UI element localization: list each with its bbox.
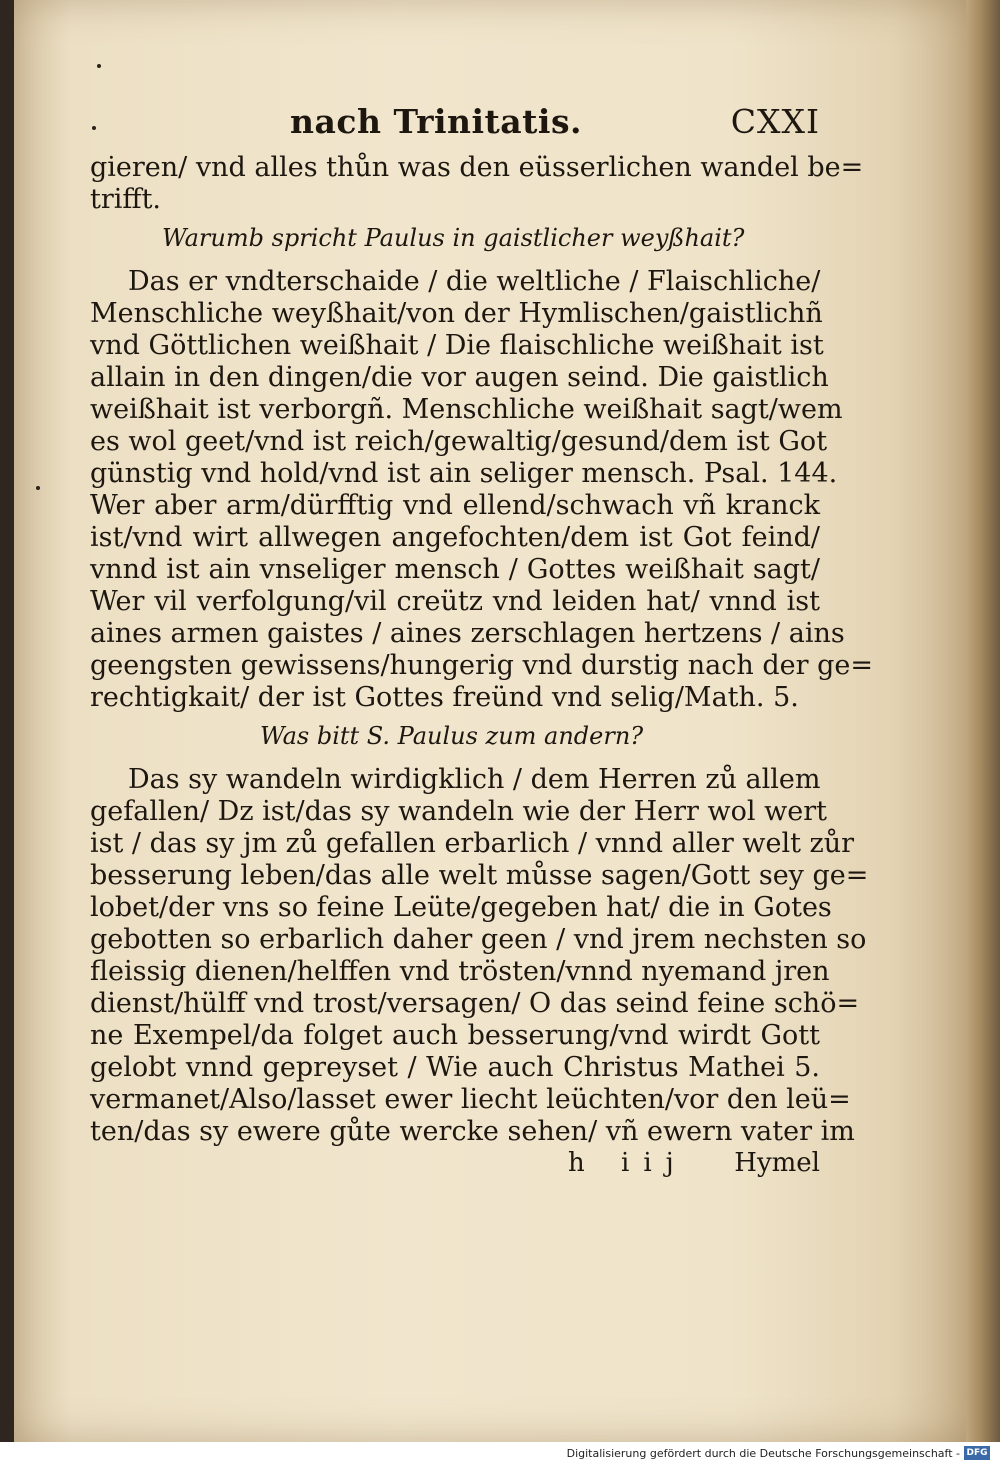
dfg-logo: DFG — [964, 1446, 990, 1460]
text-line: aines armen gaistes / aines zerschlagen hertzens / ains — [90, 618, 845, 649]
text-line: vnnd ist ain vnseliger mensch / Gottes weißhait sagt/ — [90, 554, 820, 585]
signature-mark: h iij — [568, 1148, 688, 1178]
running-title: nach Trinitatis. — [290, 102, 583, 141]
text-line: gefallen/ Dz ist/das sy wandeln wie der Herr wol wert — [90, 796, 827, 827]
funding-credit: Digitalisierung gefördert durch die Deutsche Forschungsgemeinschaft - — [566, 1447, 960, 1460]
text-line: weißhait ist verborgñ. Menschliche weißhait sagt/wem — [90, 394, 843, 425]
text-line: gieren/ vnd alles thůn was den eüsserlichen wandel be= — [90, 152, 864, 183]
text-line: dienst/hülff vnd trost/versagen/ O das seind feine schö= — [90, 988, 860, 1019]
text-line: günstig vnd hold/vnd ist ain seliger mensch. Psal. 144. — [90, 458, 838, 489]
text-line: geengsten gewissens/hungerig vnd durstig nach der ge= — [90, 650, 873, 681]
page-text — [90, 102, 873, 1182]
text-line: ist/vnd wirt allwegen angefochten/dem ist Got feind/ — [90, 522, 820, 553]
text-line: lobet/der vns so feine Leüte/gegeben hat/ die in Gotes — [90, 892, 832, 923]
text-line: ne Exempel/da folget auch besserung/vnd wirdt Gott — [90, 1020, 820, 1051]
question-heading: Warumb spricht Paulus in gaistlicher weyßhait? — [162, 224, 745, 252]
text-line: besserung leben/das alle welt můsse sagen/Gott sey ge= — [90, 860, 869, 891]
text-line: vnd Göttlichen weißhait / Die flaischliche weißhait ist — [90, 330, 824, 361]
text-line: rechtigkait/ der ist Gottes freünd vnd selig/Math. 5. — [90, 682, 799, 713]
text-line: fleissig dienen/helffen vnd trösten/vnnd nyemand jren — [90, 956, 830, 987]
text-line: es wol geet/vnd ist reich/gewaltig/gesund/dem ist Got — [90, 426, 828, 457]
ink-speck — [36, 486, 40, 490]
text-line: gebotten so erbarlich daher geen / vnd jrem nechsten so — [90, 924, 867, 955]
running-head — [90, 102, 820, 152]
signature-row — [90, 1148, 820, 1182]
catchword: Hymel — [734, 1148, 820, 1178]
text-line: ist / das sy jm zů gefallen erbarlich / vnnd aller welt zůr — [90, 828, 855, 859]
text-line: vermanet/Also/lasset ewer liecht leüchten/vor den leü= — [90, 1084, 851, 1115]
folio-number: CXXI — [730, 102, 820, 141]
text-line: trifft. — [90, 184, 162, 215]
ink-speck — [97, 64, 101, 68]
text-line: ten/das sy ewere gůte wercke sehen/ vñ ewern vater im — [90, 1116, 855, 1147]
text-line: gelobt vnnd gepreyset / Wie auch Christus Mathei 5. — [90, 1052, 820, 1083]
page-edge — [966, 0, 1000, 1442]
text-line: Das er vndterschaide / die weltliche / Flaischliche/ — [128, 266, 821, 297]
text-line: Wer aber arm/dürfftig vnd ellend/schwach vñ kranck — [90, 490, 820, 521]
question-heading: Was bitt S. Paulus zum andern? — [260, 722, 644, 750]
text-line: allain in den dingen/die vor augen seind. Die gaistlich — [90, 362, 829, 393]
text-line: Menschliche weyßhait/von der Hymlischen/gaistlichñ — [90, 298, 823, 329]
text-line: Das sy wandeln wirdigklich / dem Herren zů allem — [128, 764, 821, 795]
text-line: Wer vil verfolgung/vil creütz vnd leiden hat/ vnnd ist — [90, 586, 820, 617]
